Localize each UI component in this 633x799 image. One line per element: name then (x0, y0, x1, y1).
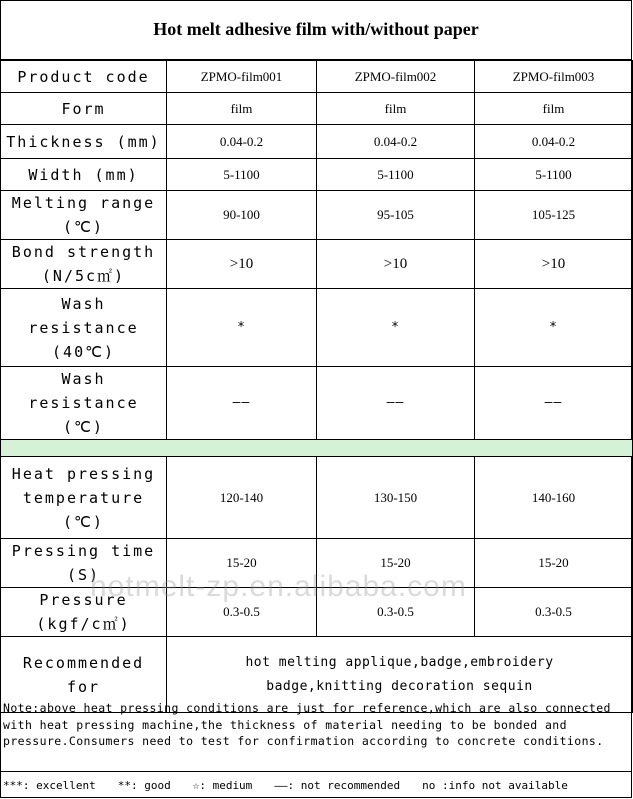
row-value: 0.3-0.5 (167, 588, 317, 637)
table-row (1, 93, 633, 125)
table-row (1, 367, 633, 440)
row-label-line: Thickness (mm) (6, 132, 161, 151)
product-code-2: ZPMO-film002 (317, 61, 475, 93)
table-row (1, 457, 633, 539)
spec-table (0, 60, 633, 713)
row-label (1, 539, 167, 588)
row-value: film (317, 93, 475, 125)
row-label-line: (kgf/c㎡) (36, 615, 131, 633)
legend-no-info: no :info not available (422, 778, 568, 792)
row-value: 140-160 (475, 457, 633, 539)
row-value: film (475, 93, 633, 125)
row-label-line: Form (61, 99, 106, 118)
row-label (1, 125, 167, 159)
recommended-label-line: Recommended (22, 653, 145, 672)
row-label-line: Wash (61, 294, 106, 313)
row-value: * (317, 289, 475, 367)
row-value: —— (475, 367, 633, 440)
row-label-line: resistance (28, 394, 139, 412)
row-label-line: (N/5c㎡) (41, 267, 126, 285)
recommended-line: badge,knitting decoration sequin (266, 678, 533, 694)
row-label (1, 191, 167, 240)
legend (0, 771, 632, 798)
note-text: Note:above heat pressing conditions are just for reference,which are also connected with heat pressing machine,the thickness of material needing to be bonded and pressure.Consumers need to test for confirmation according to concrete conditions. (3, 701, 611, 748)
row-label-line: Pressure (39, 591, 128, 609)
row-value: 95-105 (317, 191, 475, 240)
row-label (1, 289, 167, 367)
row-label-line: Width (mm) (28, 165, 139, 184)
legend-excellent: ***: excellent (3, 778, 96, 792)
row-label (1, 159, 167, 191)
row-label-line: Bond strength (11, 243, 156, 261)
document-title: Hot melt adhesive film with/without paper (0, 0, 632, 60)
row-label-line: (℃) (63, 418, 104, 436)
table-header-row (1, 61, 633, 93)
row-label (1, 367, 167, 440)
table-row (1, 240, 633, 289)
row-value: * (167, 289, 317, 367)
row-value: —— (317, 367, 475, 440)
product-code-3: ZPMO-film003 (475, 61, 633, 93)
table-row (1, 539, 633, 588)
row-value: 120-140 (167, 457, 317, 539)
row-label-line: Melting range (11, 194, 156, 212)
row-value: 15-20 (317, 539, 475, 588)
row-value: 5-1100 (167, 159, 317, 191)
row-label-line: temperature (22, 488, 145, 507)
row-label (1, 240, 167, 289)
row-value: >10 (475, 240, 633, 289)
row-value: * (475, 289, 633, 367)
row-value: 105-125 (475, 191, 633, 240)
recommended-line: hot melting applique,badge,embroidery (245, 654, 554, 670)
row-label (1, 588, 167, 637)
row-value: 15-20 (167, 539, 317, 588)
separator-band (1, 440, 633, 457)
row-value: 5-1100 (475, 159, 633, 191)
row-value: 0.3-0.5 (317, 588, 475, 637)
row-value: 0.04-0.2 (475, 125, 633, 159)
row-value: 5-1100 (317, 159, 475, 191)
row-label-line: (℃) (63, 218, 104, 236)
row-label-line: Heat pressing (11, 464, 156, 483)
row-label-line: resistance (28, 318, 139, 337)
legend-medium: ☆: medium (192, 778, 253, 792)
table-row (1, 191, 633, 240)
row-label (1, 93, 167, 125)
row-label (1, 457, 167, 539)
header-label: Product code (1, 61, 167, 93)
row-value: 90-100 (167, 191, 317, 240)
row-value: 130-150 (317, 457, 475, 539)
row-value: >10 (317, 240, 475, 289)
row-value: >10 (167, 240, 317, 289)
separator-band-cell (1, 440, 633, 457)
table-row (1, 588, 633, 637)
table-row (1, 159, 633, 191)
product-code-1: ZPMO-film001 (167, 61, 317, 93)
row-label-line: (40℃) (52, 342, 115, 361)
legend-not-recommended: ——: not recommended (274, 778, 401, 792)
row-value: film (167, 93, 317, 125)
table-row (1, 289, 633, 367)
row-value: 0.3-0.5 (475, 588, 633, 637)
row-value: 15-20 (475, 539, 633, 588)
row-label-line: Wash (61, 370, 106, 388)
row-value: —— (167, 367, 317, 440)
row-value: 0.04-0.2 (167, 125, 317, 159)
recommended-label-line: for (66, 677, 101, 696)
row-label-line: Pressing time (11, 542, 156, 560)
row-label-line: (S) (66, 566, 101, 584)
table-row (1, 125, 633, 159)
watermark: hotmelt-zp.en.alibaba.com (90, 570, 467, 603)
row-value: 0.04-0.2 (317, 125, 475, 159)
legend-good: **: good (117, 778, 171, 792)
row-label-line: (℃) (63, 512, 104, 531)
